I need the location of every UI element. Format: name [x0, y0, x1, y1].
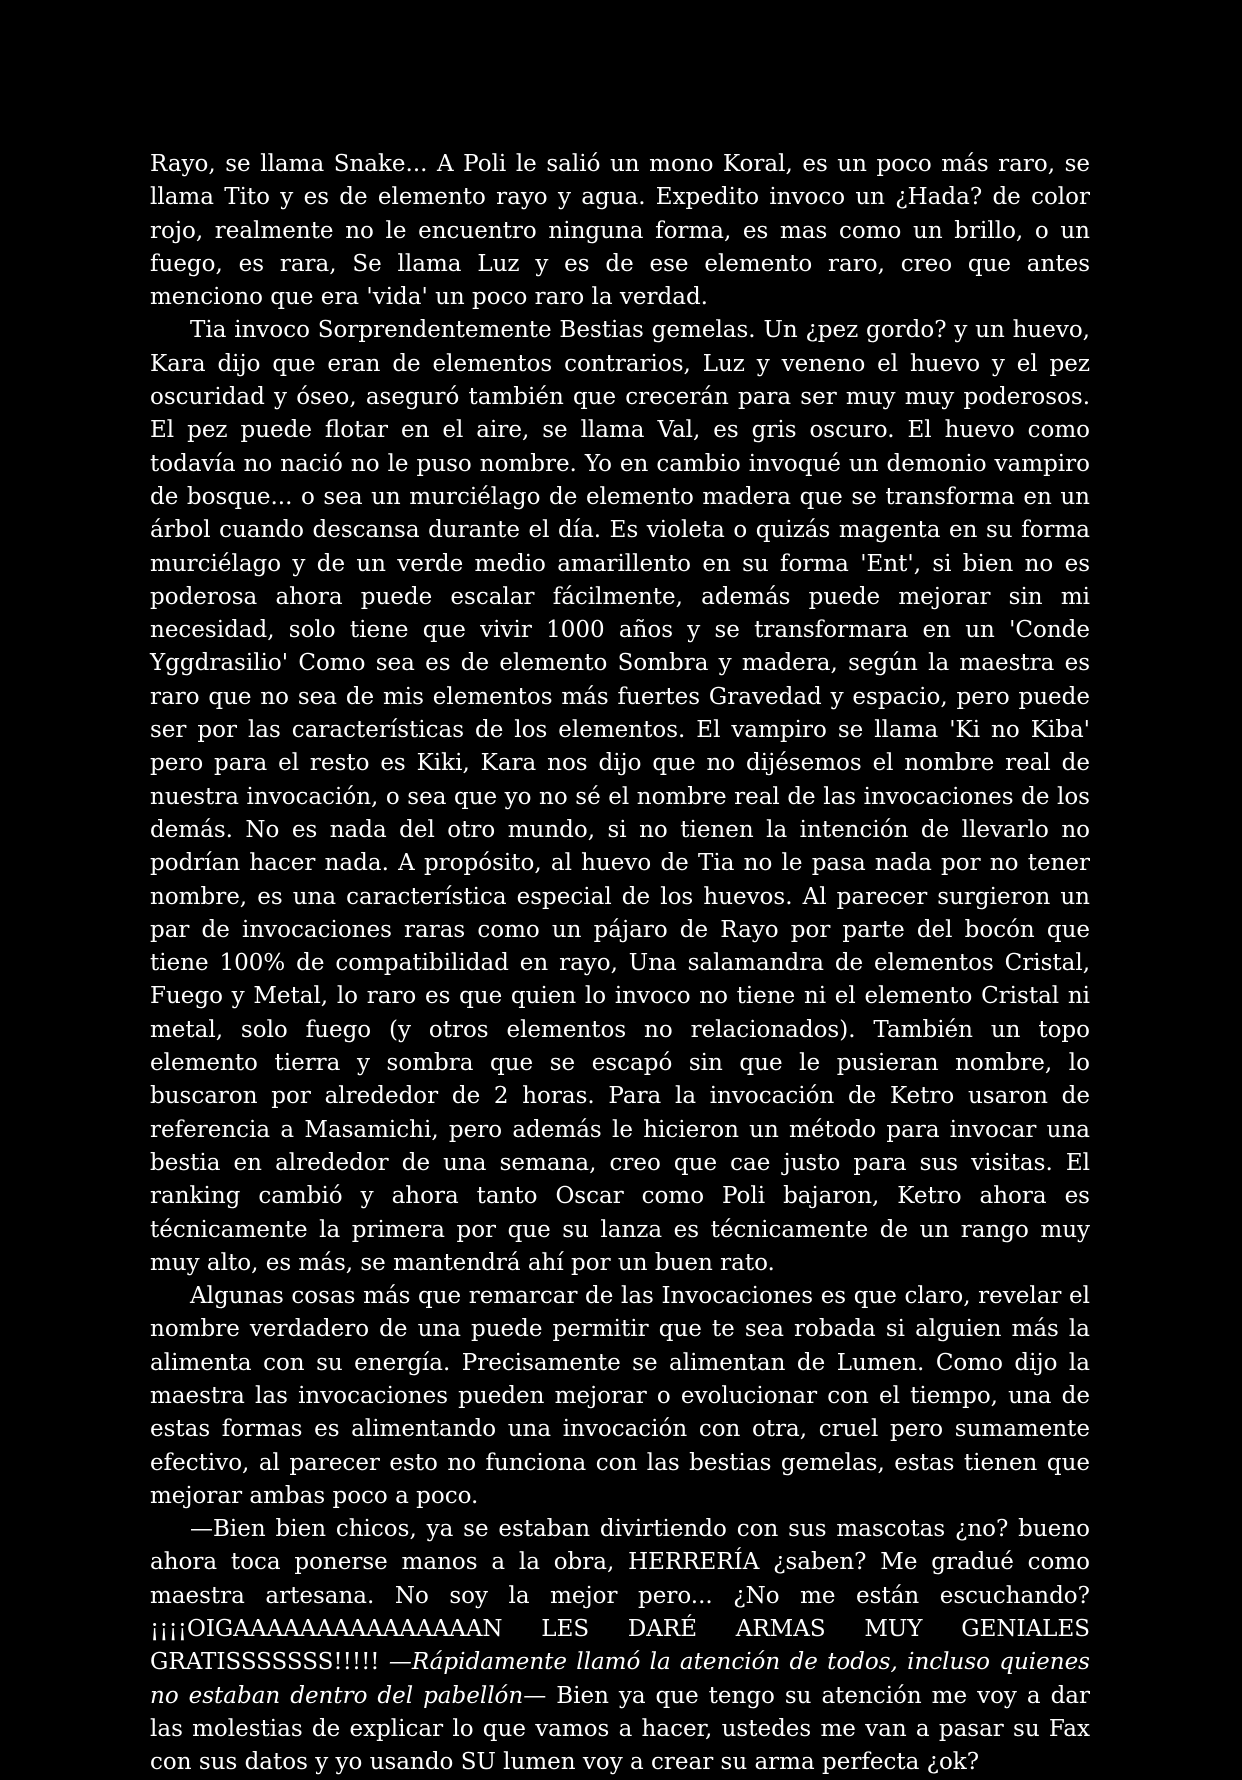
paragraph-1: Rayo, se llama Snake... A Poli le salió un mono Koral, es un poco más raro, se llama Tito y es de elemento rayo y agua. Expedito invoco un ¿Hada? de color rojo, realmente no le encuentro ninguna forma, es mas como un brillo, o un fuego, es rara, Se llama Luz y es de ese elemento raro, creo que antes menciono que era 'vida' un poco raro la verdad. — [150, 151, 1090, 311]
paragraph-2: Tia invoco Sorprendentemente Bestias gemelas. Un ¿pez gordo? y un huevo, Kara dijo que eran de elementos contrarios, Luz y veneno el huevo y el pez oscuridad y óseo, aseguró también que crecerán para ser muy muy poderosos. El pez puede flotar en el aire, se llama Val, es gris oscuro. El huevo como todavía no nació no le puso nombre. Yo en cambio invoqué un demonio vampiro de bosque... o sea un murciélago de elemento madera que se transforma en un árbol cuando descansa durante el día. Es violeta o quizás magenta en su forma murciélago y de un verde medio amarillento en su forma 'Ent', si bien no es poderosa ahora puede escalar fácilmente, además puede mejorar sin mi necesidad, solo tiene que vivir 1000 años y se transformara en un 'Conde Yggdrasilio' Como sea es de elemento Sombra y madera, según la maestra es raro que no sea de mis elementos más fuertes Gravedad y espacio, pero puede ser por las características de los elementos. El vampiro se llama 'Ki no Kiba' pero para el resto es Kiki, Kara nos dijo que no dijésemos el nombre real de nuestra invocación, o sea que yo no sé el nombre real de las invocaciones de los demás. No es nada del otro mundo, si no tienen la intención de llevarlo no podrían hacer nada. A propósito, al huevo de Tia no le pasa nada por no tener nombre, es una característica especial de los huevos. Al parecer surgieron un par de invocaciones raras como un pájaro de Rayo por parte del bocón que tiene 100% de compatibilidad en rayo, Una salamandra de elementos Cristal, Fuego y Metal, lo raro es que quien lo invoco no tiene ni el elemento Cristal ni metal, solo fuego (y otros elementos no relacionados). También un topo elemento tierra y sombra que se escapó sin que le pusieran nombre, lo buscaron por alrededor de 2 horas. Para la invocación de Ketro usaron de referencia a Masamichi, pero además le hicieron un método para invocar una bestia en alrededor de una semana, creo que cae justo para sus visitas. El ranking cambió y ahora tanto Oscar como Poli bajaron, Ketro ahora es técnicamente la primera por que su lanza es técnicamente de un rango muy muy alto, es más, se mantendrá ahí por un buen rato. — [150, 317, 1090, 1276]
paragraph-3: Algunas cosas más que remarcar de las Invocaciones es que claro, revelar el nombre verdadero de una puede permitir que te sea robada si alguien más la alimenta con su energía. Precisamente se alimentan de Lumen. Como dijo la maestra las invocaciones pueden mejorar o evolucionar con el tiempo, una de estas formas es alimentando una invocación con otra, cruel pero sumamente efectivo, al parecer esto no funciona con las bestias gemelas, estas tienen que mejorar ambas poco a poco. — [150, 1283, 1090, 1509]
dialogue-text-start: —Bien bien chicos, ya se estaban divirtiendo con sus mascotas ¿no? bueno ahora toca ponerse manos a la obra, HERRERÍA ¿saben? Me gradué como maestra artesana. No soy la mejor pero... ¿No me están escuchando? ¡¡¡¡OIGAAAAAAAAAAAAAAAN LES DARÉ ARMAS MUY GENIALES GRATISSSSSSS!!!!! — [150, 1516, 1090, 1676]
document-page — [150, 148, 1090, 1780]
paragraph-4 — [150, 1513, 1090, 1779]
narration-italic: —Rápidamente llamó la atención de todos, incluso quienes no estaban dentro del pabellón — [150, 1649, 1090, 1709]
dialogue-text-end: — Bien ya que tengo su atención me voy a dar las molestias de explicar lo que vamos a hacer, ustedes me van a pasar su Fax con sus datos y yo usando SU lumen voy a crear su arma perfecta ¿ok? — [150, 1682, 1090, 1776]
